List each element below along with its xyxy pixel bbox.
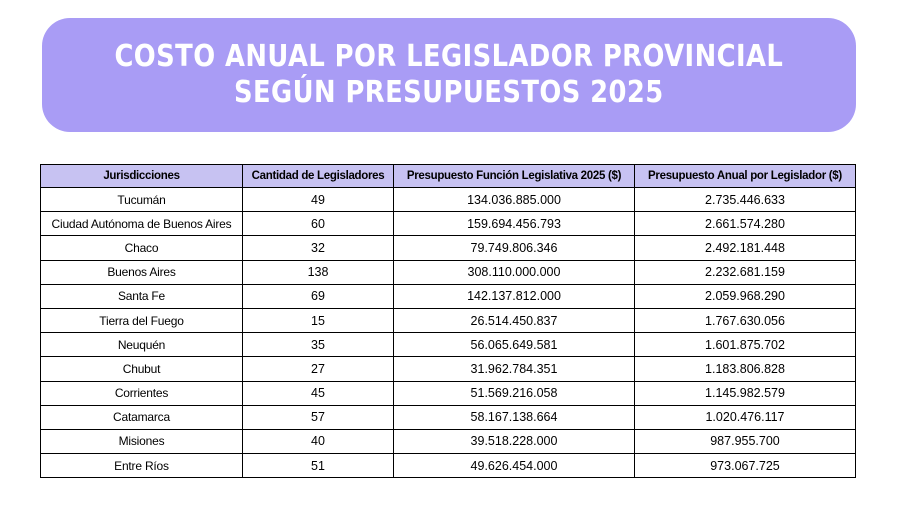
header-jurisdicciones: Jurisdicciones xyxy=(41,165,243,188)
cell-presupuesto-por-legislador: 973.067.725 xyxy=(635,454,856,478)
cell-jurisdiccion: Tucumán xyxy=(41,188,243,212)
cell-jurisdiccion: Corrientes xyxy=(41,381,243,405)
header-presupuesto-funcion-legislativa: Presupuesto Función Legislativa 2025 ($) xyxy=(394,165,635,188)
cell-presupuesto-funcion: 308.110.000.000 xyxy=(394,260,635,284)
table-row xyxy=(41,188,856,212)
cell-cantidad-legisladores: 138 xyxy=(243,260,394,284)
title-line-2: SEGÚN PRESUPUESTOS 2025 xyxy=(234,75,664,110)
cell-presupuesto-por-legislador: 1.767.630.056 xyxy=(635,308,856,332)
cell-jurisdiccion: Chubut xyxy=(41,357,243,381)
cell-cantidad-legisladores: 27 xyxy=(243,357,394,381)
cell-presupuesto-por-legislador: 1.183.806.828 xyxy=(635,357,856,381)
table-header-row xyxy=(41,165,856,188)
legislator-cost-table xyxy=(40,164,856,478)
cell-cantidad-legisladores: 15 xyxy=(243,308,394,332)
title-banner xyxy=(42,18,856,132)
cell-presupuesto-funcion: 39.518.228.000 xyxy=(394,429,635,453)
table-row xyxy=(41,333,856,357)
cell-jurisdiccion: Santa Fe xyxy=(41,284,243,308)
cell-presupuesto-por-legislador: 1.601.875.702 xyxy=(635,333,856,357)
cell-jurisdiccion: Buenos Aires xyxy=(41,260,243,284)
header-cantidad-legisladores: Cantidad de Legisladores xyxy=(243,165,394,188)
header-presupuesto-anual-por-legislador: Presupuesto Anual por Legislador ($) xyxy=(635,165,856,188)
cell-jurisdiccion: Catamarca xyxy=(41,405,243,429)
cell-cantidad-legisladores: 40 xyxy=(243,429,394,453)
cell-jurisdiccion: Tierra del Fuego xyxy=(41,308,243,332)
cell-cantidad-legisladores: 51 xyxy=(243,454,394,478)
cell-presupuesto-por-legislador: 987.955.700 xyxy=(635,429,856,453)
cell-cantidad-legisladores: 35 xyxy=(243,333,394,357)
table-row xyxy=(41,284,856,308)
cell-presupuesto-funcion: 79.749.806.346 xyxy=(394,236,635,260)
table-row xyxy=(41,308,856,332)
cell-presupuesto-por-legislador: 2.735.446.633 xyxy=(635,188,856,212)
table-row xyxy=(41,381,856,405)
legislator-cost-table-container xyxy=(40,164,855,478)
cell-cantidad-legisladores: 32 xyxy=(243,236,394,260)
cell-cantidad-legisladores: 57 xyxy=(243,405,394,429)
cell-jurisdiccion: Misiones xyxy=(41,429,243,453)
table-row xyxy=(41,429,856,453)
cell-presupuesto-por-legislador: 1.145.982.579 xyxy=(635,381,856,405)
cell-cantidad-legisladores: 49 xyxy=(243,188,394,212)
cell-presupuesto-por-legislador: 2.059.968.290 xyxy=(635,284,856,308)
cell-presupuesto-por-legislador: 2.232.681.159 xyxy=(635,260,856,284)
cell-cantidad-legisladores: 69 xyxy=(243,284,394,308)
table-row xyxy=(41,405,856,429)
cell-presupuesto-por-legislador: 2.661.574.280 xyxy=(635,212,856,236)
table-row xyxy=(41,212,856,236)
cell-presupuesto-funcion: 142.137.812.000 xyxy=(394,284,635,308)
cell-jurisdiccion: Ciudad Autónoma de Buenos Aires xyxy=(41,212,243,236)
table-row xyxy=(41,236,856,260)
cell-jurisdiccion: Neuquén xyxy=(41,333,243,357)
cell-cantidad-legisladores: 45 xyxy=(243,381,394,405)
cell-presupuesto-funcion: 49.626.454.000 xyxy=(394,454,635,478)
cell-presupuesto-funcion: 26.514.450.837 xyxy=(394,308,635,332)
cell-presupuesto-por-legislador: 1.020.476.117 xyxy=(635,405,856,429)
cell-presupuesto-funcion: 134.036.885.000 xyxy=(394,188,635,212)
cell-cantidad-legisladores: 60 xyxy=(243,212,394,236)
cell-jurisdiccion: Chaco xyxy=(41,236,243,260)
table-row xyxy=(41,260,856,284)
cell-presupuesto-por-legislador: 2.492.181.448 xyxy=(635,236,856,260)
table-body xyxy=(41,188,856,478)
cell-presupuesto-funcion: 51.569.216.058 xyxy=(394,381,635,405)
cell-presupuesto-funcion: 159.694.456.793 xyxy=(394,212,635,236)
cell-presupuesto-funcion: 31.962.784.351 xyxy=(394,357,635,381)
table-row xyxy=(41,357,856,381)
title-line-1: COSTO ANUAL POR LEGISLADOR PROVINCIAL xyxy=(114,39,784,74)
cell-presupuesto-funcion: 58.167.138.664 xyxy=(394,405,635,429)
cell-presupuesto-funcion: 56.065.649.581 xyxy=(394,333,635,357)
cell-jurisdiccion: Entre Ríos xyxy=(41,454,243,478)
table-row xyxy=(41,454,856,478)
